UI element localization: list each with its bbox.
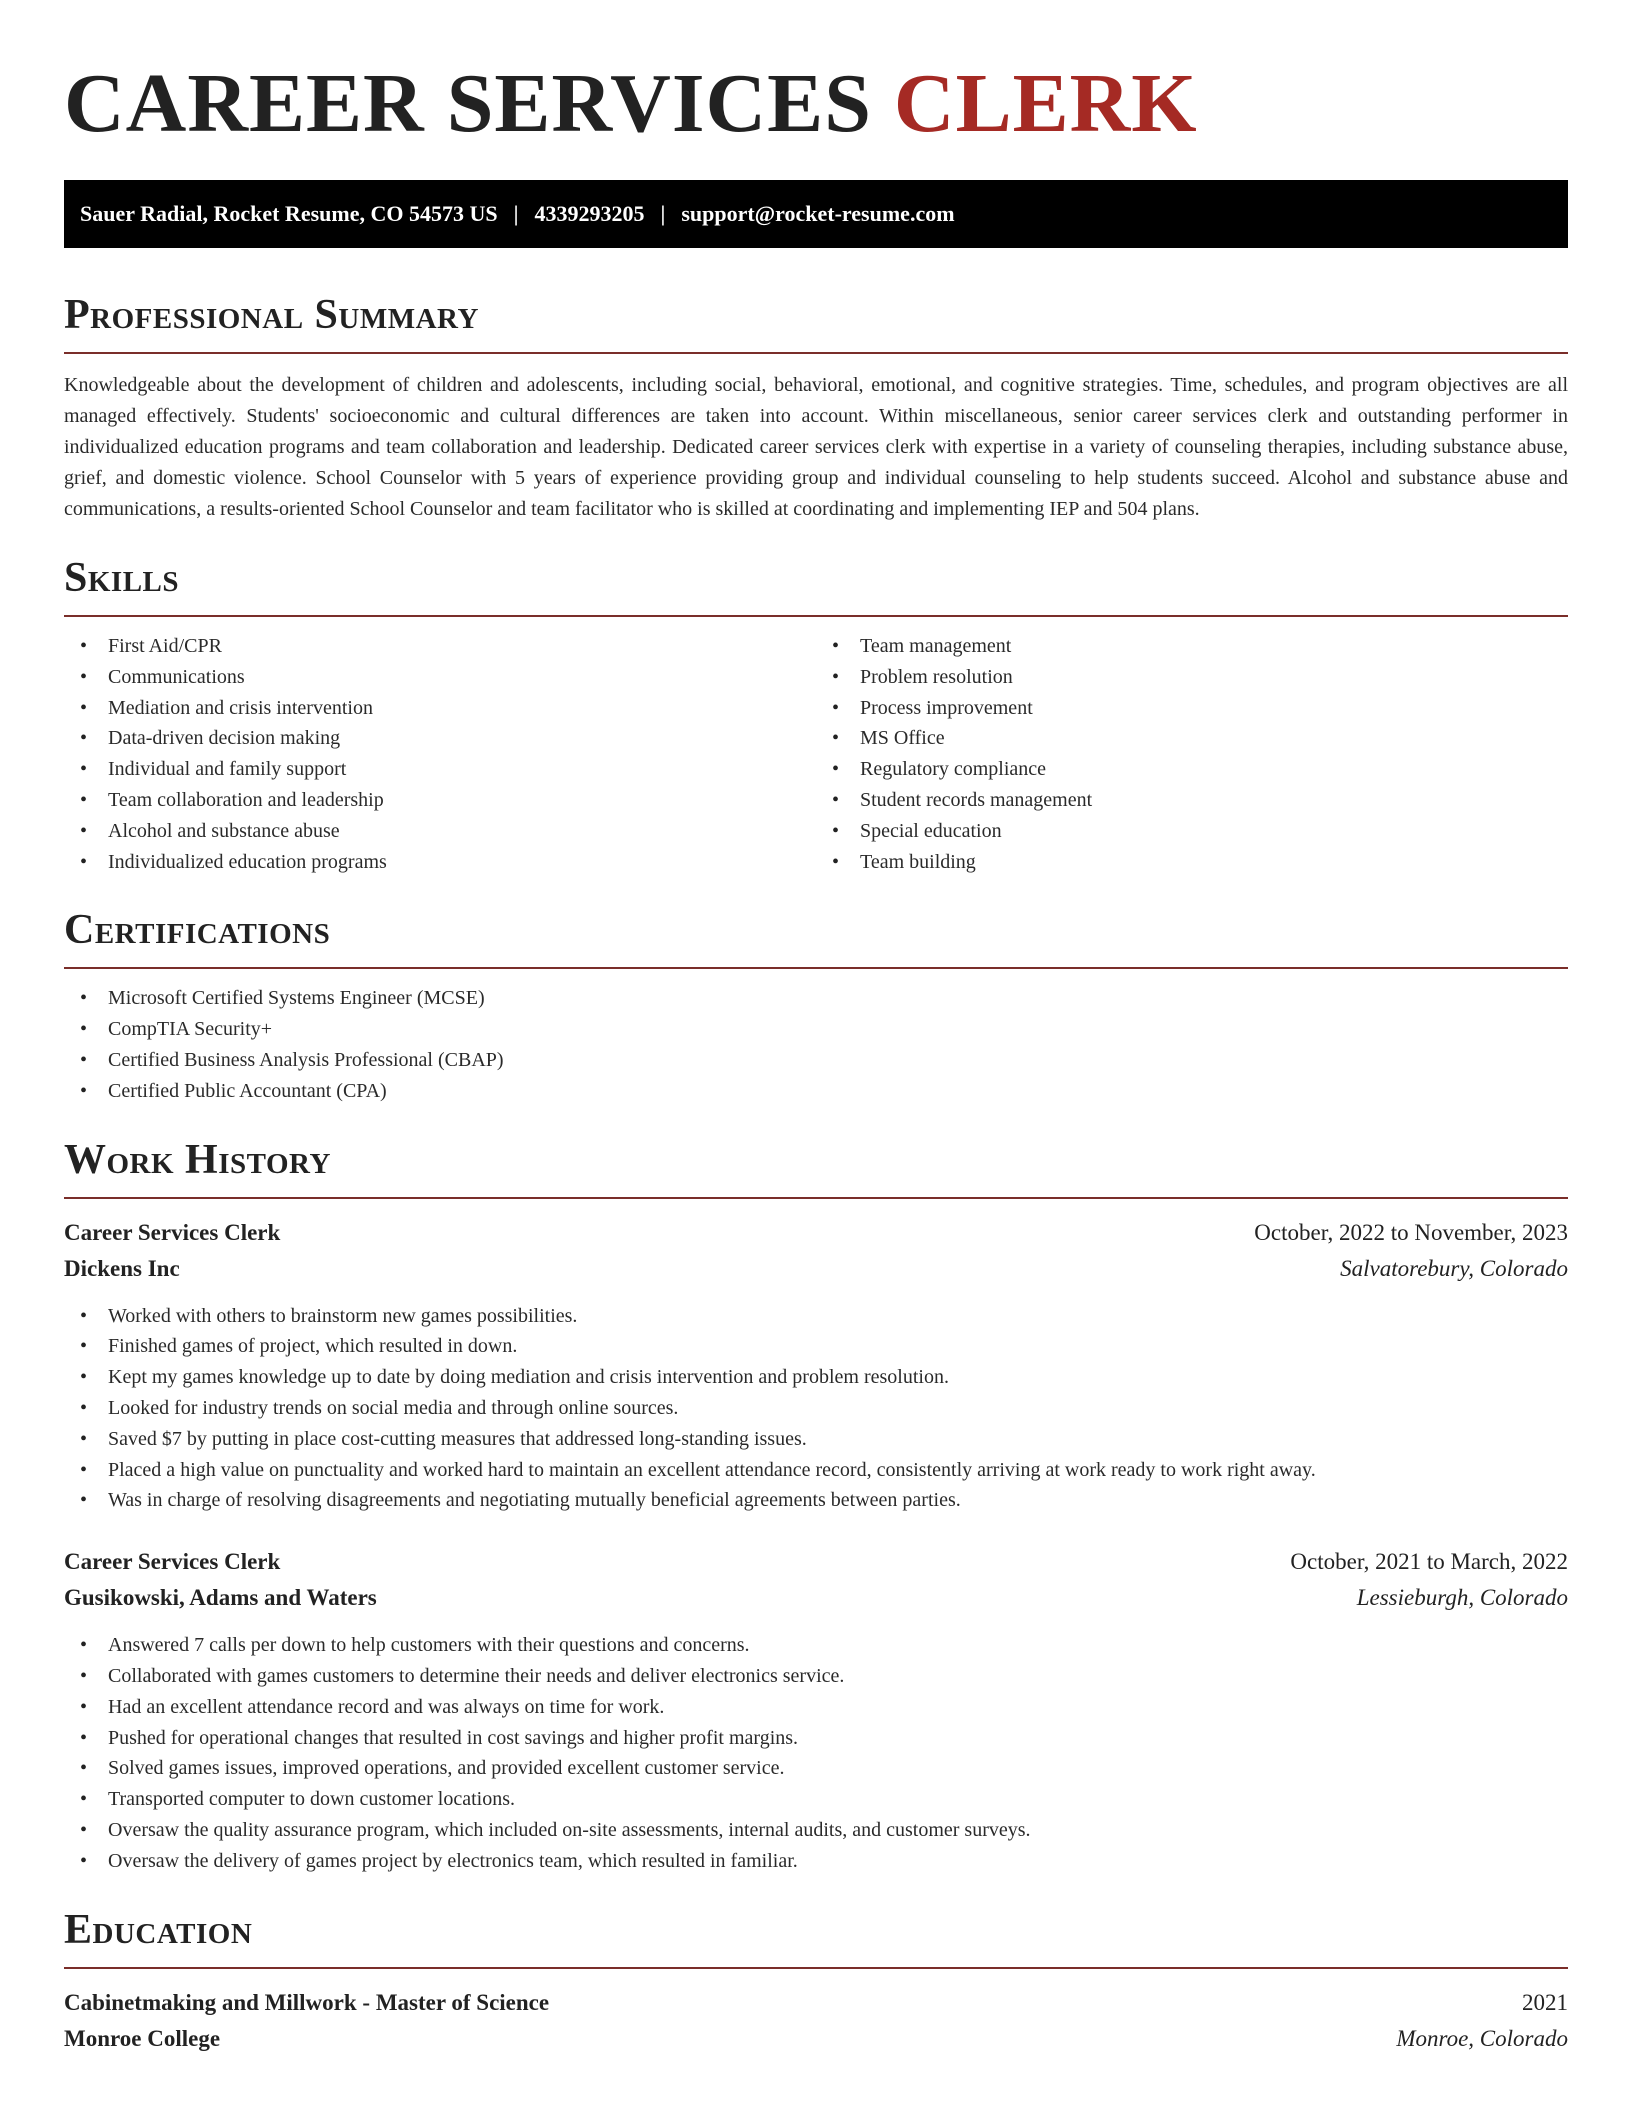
contact-phone: 4339293205 bbox=[534, 201, 645, 226]
job-title-row bbox=[64, 1215, 1568, 1251]
job-entry bbox=[64, 1544, 1568, 1876]
job-bullet: • Placed a high value on punctuality and worked hard to maintain an excellent attendance record, consistently arriving at work ready to work right away. bbox=[64, 1455, 1568, 1486]
contact-separator: | bbox=[513, 201, 519, 226]
job-bullet: • Answered 7 calls per down to help customers with their questions and concerns. bbox=[64, 1630, 1568, 1661]
skill-item: • Alcohol and substance abuse bbox=[64, 816, 816, 847]
skill-item: • Problem resolution bbox=[816, 662, 1568, 693]
job-bullet: • Kept my games knowledge up to date by doing mediation and crisis intervention and problem resolution. bbox=[64, 1362, 1568, 1393]
skill-item: • Team management bbox=[816, 631, 1568, 662]
job-title: Career Services Clerk bbox=[64, 1219, 281, 1245]
education-school-row bbox=[64, 2021, 1568, 2057]
skills-columns bbox=[64, 631, 1568, 877]
job-title-row bbox=[64, 1544, 1568, 1580]
job-bullet: • Oversaw the quality assurance program, which included on-site assessments, internal audits, and customer surveys. bbox=[64, 1815, 1568, 1846]
job-bullet: • Finished games of project, which resulted in down. bbox=[64, 1331, 1568, 1362]
job-dates: October, 2022 to November, 2023 bbox=[1254, 1219, 1568, 1245]
education-location: Monroe, Colorado bbox=[1396, 2025, 1568, 2051]
contact-address: Sauer Radial, Rocket Resume, CO 54573 US bbox=[80, 201, 498, 226]
education-section bbox=[64, 1907, 1568, 2057]
resume-name bbox=[64, 0, 1568, 150]
job-location: Lessieburgh, Colorado bbox=[1356, 1585, 1568, 1611]
education-year: 2021 bbox=[1522, 1989, 1568, 2015]
job-bullet: • Transported computer to down customer locations. bbox=[64, 1784, 1568, 1815]
education-school: Monroe College bbox=[64, 2025, 221, 2051]
job-company-row bbox=[64, 1580, 1568, 1616]
section-divider bbox=[64, 967, 1568, 969]
job-company: Dickens Inc bbox=[64, 1255, 180, 1281]
certifications-section bbox=[64, 907, 1568, 1106]
job-bullet: • Had an excellent attendance record and was always on time for work. bbox=[64, 1692, 1568, 1723]
name-accent: CLERK bbox=[893, 57, 1198, 150]
job-bullet: • Worked with others to brainstorm new games possibilities. bbox=[64, 1301, 1568, 1332]
summary-heading: Professional Summary bbox=[64, 292, 479, 338]
contact-bar bbox=[64, 180, 1568, 248]
section-divider bbox=[64, 352, 1568, 354]
job-location: Salvatorebury, Colorado bbox=[1340, 1255, 1568, 1281]
work-history-heading: Work History bbox=[64, 1136, 331, 1183]
skill-item: • Special education bbox=[816, 816, 1568, 847]
skill-item: • Data-driven decision making bbox=[64, 723, 816, 754]
jobs-container bbox=[64, 1215, 1568, 1877]
education-degree: Cabinetmaking and Millwork - Master of Science bbox=[64, 1989, 550, 2015]
job-bullet: • Saved $7 by putting in place cost-cutting measures that addressed long-standing issues. bbox=[64, 1424, 1568, 1455]
job-company-row bbox=[64, 1251, 1568, 1287]
skills-section bbox=[64, 555, 1568, 877]
skill-item: • Regulatory compliance bbox=[816, 754, 1568, 785]
job-entry bbox=[64, 1215, 1568, 1517]
contact-email: support@rocket-resume.com bbox=[681, 201, 955, 226]
job-bullet: • Pushed for operational changes that resulted in cost savings and higher profit margins. bbox=[64, 1723, 1568, 1754]
skills-heading: Skills bbox=[64, 555, 180, 601]
skill-item: • Communications bbox=[64, 662, 816, 693]
certification-item: • Certified Business Analysis Professional (CBAP) bbox=[64, 1045, 1568, 1076]
summary-section bbox=[64, 292, 1568, 525]
job-title: Career Services Clerk bbox=[64, 1549, 281, 1575]
job-bullets bbox=[64, 1630, 1568, 1876]
job-bullet: • Looked for industry trends on social media and through online sources. bbox=[64, 1393, 1568, 1424]
summary-text: Knowledgeable about the development of children and adolescents, including social, behavioral, emotional, and cognitive strategies. Time, schedules, and program objectives are all managed effectively. Students' socioeconomic and cultural differences are taken into account. Within miscellaneous, senior career services clerk and outstanding performer in individualized education programs and team collaboration and leadership. Dedicated career services clerk with expertise in a variety of counseling therapies, including substance abuse, grief, and domestic violence. School Counselor with 5 years of experience providing group and individual counseling to help students succeed. Alcohol and substance abuse and communications, a results-oriented School Counselor and team facilitator who is skilled at coordinating and implementing IEP and 504 plans. bbox=[64, 374, 1568, 520]
contact-separator: | bbox=[660, 201, 666, 226]
skill-item: • Individual and family support bbox=[64, 754, 816, 785]
skill-item: • Team collaboration and leadership bbox=[64, 785, 816, 816]
job-company: Gusikowski, Adams and Waters bbox=[64, 1585, 377, 1611]
skill-item: • Student records management bbox=[816, 785, 1568, 816]
skill-item: • MS Office bbox=[816, 723, 1568, 754]
education-heading: Education bbox=[64, 1906, 253, 1953]
skill-item: • Process improvement bbox=[816, 693, 1568, 724]
name-main: CAREER SERVICES bbox=[64, 57, 872, 150]
certifications-list bbox=[64, 983, 1568, 1106]
section-divider bbox=[64, 1967, 1568, 1969]
skill-item: • First Aid/CPR bbox=[64, 631, 816, 662]
job-bullet: • Collaborated with games customers to determine their needs and deliver electronics service. bbox=[64, 1661, 1568, 1692]
certifications-heading: Certifications bbox=[64, 907, 331, 954]
job-bullet: • Solved games issues, improved operations, and provided excellent customer service. bbox=[64, 1753, 1568, 1784]
skills-list-right bbox=[816, 631, 1568, 877]
section-divider bbox=[64, 1197, 1568, 1199]
education-degree-row bbox=[64, 1985, 1568, 2021]
skill-item: • Individualized education programs bbox=[64, 847, 816, 878]
job-bullet: • Oversaw the delivery of games project by electronics team, which resulted in familiar. bbox=[64, 1846, 1568, 1877]
section-divider bbox=[64, 615, 1568, 617]
certification-item: • CompTIA Security+ bbox=[64, 1014, 1568, 1045]
skills-list-left bbox=[64, 631, 816, 877]
certification-item: • Microsoft Certified Systems Engineer (MCSE) bbox=[64, 983, 1568, 1014]
job-bullets bbox=[64, 1301, 1568, 1517]
certification-item: • Certified Public Accountant (CPA) bbox=[64, 1076, 1568, 1107]
skill-item: • Mediation and crisis intervention bbox=[64, 693, 816, 724]
work-history-section bbox=[64, 1137, 1568, 1877]
education-entry bbox=[64, 1985, 1568, 2057]
skill-item: • Team building bbox=[816, 847, 1568, 878]
job-dates: October, 2021 to March, 2022 bbox=[1290, 1549, 1568, 1575]
job-bullet: • Was in charge of resolving disagreements and negotiating mutually beneficial agreements between parties. bbox=[64, 1485, 1568, 1516]
